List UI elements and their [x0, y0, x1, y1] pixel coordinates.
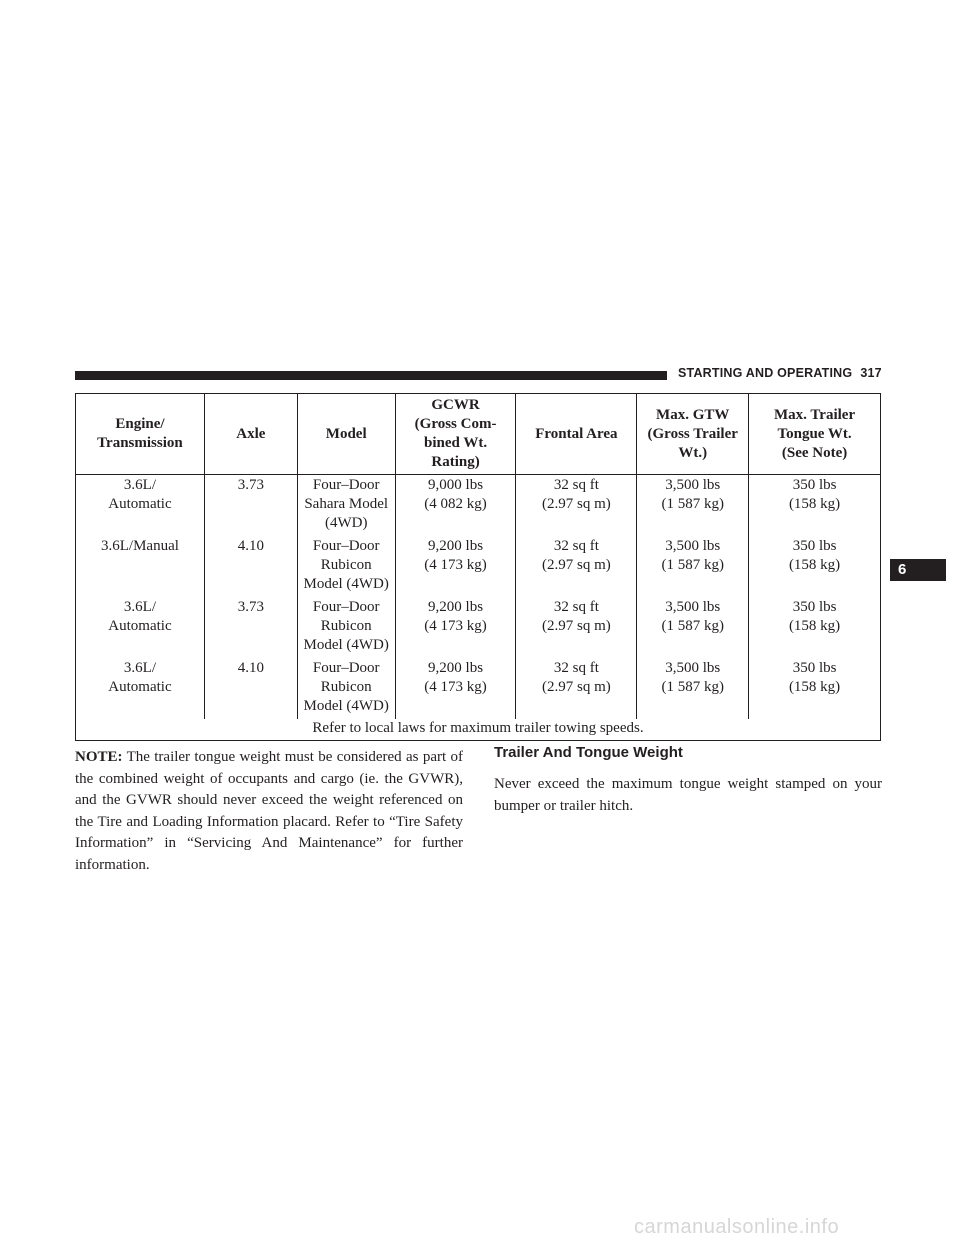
- table-cell: [395, 658, 516, 719]
- chapter-tab: [890, 559, 946, 581]
- cell-line: 32 sq ft: [553, 477, 599, 493]
- cell-line: (158 kg): [788, 557, 841, 573]
- column-header: [76, 394, 205, 475]
- table-cell: [297, 658, 395, 719]
- table-header-row: [76, 394, 881, 475]
- table-cell: [395, 536, 516, 597]
- table-cell: [395, 597, 516, 658]
- cell-line: (2.97 sq m): [542, 679, 611, 695]
- table-cell: [297, 536, 395, 597]
- cell-line: 4.10: [237, 660, 264, 676]
- cell-line: (4 173 kg): [424, 618, 487, 634]
- column-header: [516, 394, 637, 475]
- cell-line: Four–Door: [312, 660, 380, 676]
- cell-line: 3.6L/: [123, 477, 156, 493]
- cell-line: Automatic: [108, 679, 172, 695]
- header-line: Rating): [431, 454, 480, 470]
- table-cell: [637, 536, 749, 597]
- cell-line: 3,500 lbs: [665, 477, 721, 493]
- cell-line: (4WD): [324, 515, 368, 531]
- table-cell: [749, 475, 881, 537]
- note-label: NOTE:: [75, 749, 123, 765]
- cell-line: Rubicon: [320, 679, 372, 695]
- cell-line: Model (4WD): [303, 576, 389, 592]
- table-cell: [76, 597, 205, 658]
- cell-line: (4 173 kg): [424, 557, 487, 573]
- table-cell: [204, 475, 297, 537]
- cell-line: 3.6L/: [123, 599, 156, 615]
- header-line: Wt.): [678, 444, 708, 461]
- towing-spec-table: [75, 393, 881, 741]
- header-line: GCWR: [431, 397, 480, 413]
- cell-line: 9,200 lbs: [428, 599, 484, 615]
- cell-line: 4.10: [237, 538, 264, 554]
- cell-line: (4 173 kg): [424, 679, 487, 695]
- cell-line: 3,500 lbs: [665, 660, 721, 676]
- cell-line: Automatic: [108, 618, 172, 634]
- cell-line: Four–Door: [312, 477, 380, 493]
- cell-line: Model (4WD): [303, 698, 389, 714]
- table-row: [76, 658, 881, 719]
- cell-line: 32 sq ft: [553, 599, 599, 615]
- header-line: Axle: [236, 425, 266, 442]
- header-line: (See Note): [781, 444, 848, 461]
- column-header: [749, 394, 881, 475]
- table-cell: [395, 475, 516, 537]
- column-header: [637, 394, 749, 475]
- cell-line: 3,500 lbs: [665, 538, 721, 554]
- header-line: Tongue Wt.: [777, 425, 852, 442]
- table-body: [76, 475, 881, 741]
- header-line: Transmission: [97, 435, 183, 451]
- table-cell: [204, 597, 297, 658]
- chapter-number: 6: [898, 561, 907, 578]
- cell-line: (158 kg): [788, 679, 841, 695]
- column-header: [204, 394, 297, 475]
- cell-line: (2.97 sq m): [542, 496, 611, 512]
- cell-line: 3.73: [237, 477, 264, 493]
- table-footer-row: [76, 719, 881, 741]
- header-line: Model: [325, 425, 367, 442]
- note-paragraph: [75, 747, 463, 876]
- header-line: (Gross Com-: [414, 416, 497, 432]
- table-cell: [516, 475, 637, 537]
- table-cell: [204, 536, 297, 597]
- cell-line: Rubicon: [320, 557, 372, 573]
- header-line: Max. Trailer: [774, 406, 856, 423]
- cell-line: (1 587 kg): [661, 679, 724, 695]
- cell-line: Rubicon: [320, 618, 372, 634]
- header-line: Engine/: [115, 416, 165, 432]
- cell-line: (2.97 sq m): [542, 618, 611, 634]
- column-header: [297, 394, 395, 475]
- cell-line: 3,500 lbs: [665, 599, 721, 615]
- cell-line: (158 kg): [788, 496, 841, 512]
- cell-line: 350 lbs: [792, 599, 837, 615]
- table-cell: [297, 597, 395, 658]
- cell-line: 3.6L/Manual: [101, 538, 179, 554]
- watermark: carmanualsonline.info: [634, 1216, 840, 1238]
- table-row: [76, 475, 881, 537]
- table-cell: [76, 658, 205, 719]
- cell-line: 350 lbs: [792, 477, 837, 493]
- table-cell: [749, 536, 881, 597]
- table-cell: [637, 475, 749, 537]
- note-text: The trailer tongue weight must be considered as part of the combined weight of occupants and cargo (ie. the GVWR), and the GVWR should never exceed the weight referenced on the Tire and Loading Information placard. Refer to “Tire Safety Information” in “Servicing And Maintenance” for further information.: [75, 749, 463, 873]
- header-line: bined Wt.: [424, 435, 488, 451]
- table-cell: [516, 597, 637, 658]
- cell-line: (158 kg): [788, 618, 841, 634]
- column-header: [395, 394, 516, 475]
- cell-line: 9,200 lbs: [428, 660, 484, 676]
- cell-line: 9,000 lbs: [428, 477, 484, 493]
- section-body: Never exceed the maximum tongue weight stamped on your bumper or trailer hitch.: [494, 776, 882, 814]
- table-cell: [637, 597, 749, 658]
- cell-line: 3.73: [237, 599, 264, 615]
- header-line: Max. GTW: [656, 406, 730, 423]
- cell-line: 350 lbs: [792, 538, 837, 554]
- table-cell: [516, 658, 637, 719]
- cell-line: Automatic: [108, 496, 172, 512]
- table-cell: [297, 475, 395, 537]
- cell-line: (1 587 kg): [661, 618, 724, 634]
- table-cell: [204, 658, 297, 719]
- cell-line: Four–Door: [312, 538, 380, 554]
- table-cell: [516, 536, 637, 597]
- cell-line: (1 587 kg): [661, 496, 724, 512]
- header-line: Frontal Area: [535, 425, 618, 442]
- table-row: [76, 536, 881, 597]
- cell-line: (2.97 sq m): [542, 557, 611, 573]
- cell-line: Four–Door: [312, 599, 380, 615]
- table-cell: [76, 536, 205, 597]
- cell-line: (4 082 kg): [424, 496, 487, 512]
- table-footer-note: Refer to local laws for maximum trailer towing speeds.: [76, 719, 881, 741]
- table-cell: [76, 475, 205, 537]
- table-cell: [637, 658, 749, 719]
- cell-line: Model (4WD): [303, 637, 389, 653]
- table-row: [76, 597, 881, 658]
- table-cell: [749, 658, 881, 719]
- header-rule: [75, 371, 667, 380]
- cell-line: 350 lbs: [792, 660, 837, 676]
- cell-line: 32 sq ft: [553, 538, 599, 554]
- cell-line: (1 587 kg): [661, 557, 724, 573]
- cell-line: 32 sq ft: [553, 660, 599, 676]
- header-line: (Gross Trailer: [647, 425, 738, 442]
- section-title: STARTING AND OPERATING: [678, 366, 853, 380]
- cell-line: Sahara Model: [304, 496, 389, 512]
- section-heading: Trailer And Tongue Weight: [494, 744, 683, 761]
- table-cell: [749, 597, 881, 658]
- cell-line: 9,200 lbs: [428, 538, 484, 554]
- running-header: [678, 366, 882, 380]
- cell-line: 3.6L/: [123, 660, 156, 676]
- page-number: 317: [860, 366, 882, 380]
